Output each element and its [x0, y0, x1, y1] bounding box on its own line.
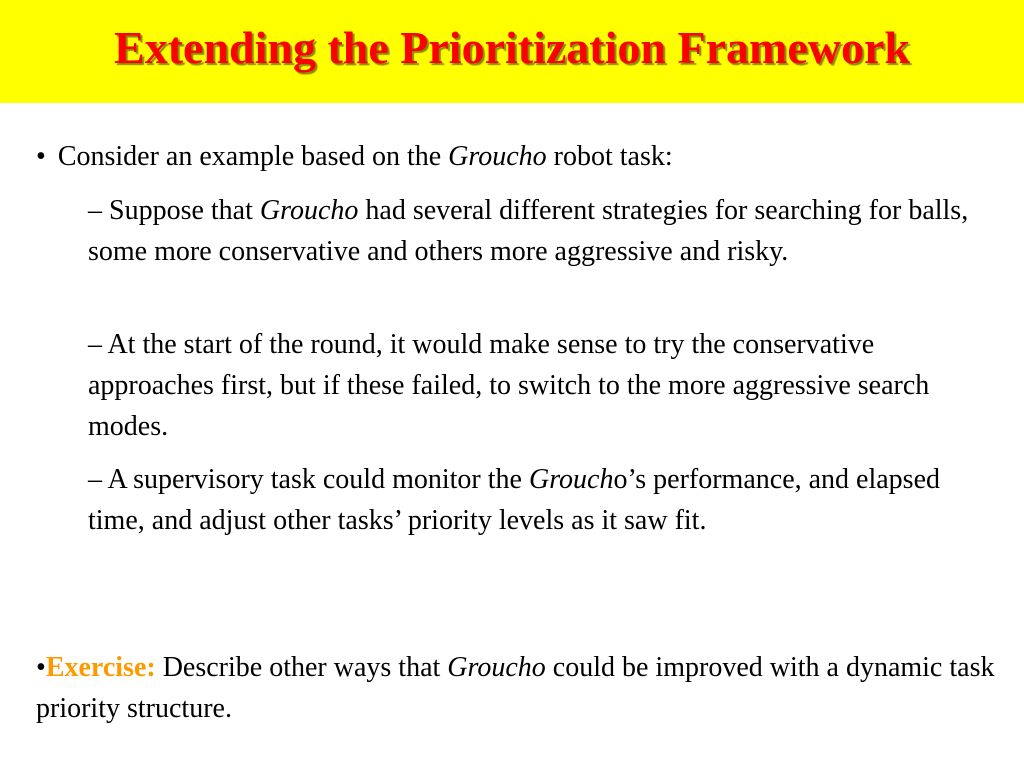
slide-title: Extending the Prioritization Framework [114, 22, 910, 73]
sub-bullet-supervisory-task [88, 459, 988, 541]
exercise-marker: • [36, 652, 46, 683]
sub-bullet-text-post: had several different strategies for searching for balls, some more conservative and others more aggressive and risky. [88, 195, 969, 267]
bullet-groucho-example [36, 136, 996, 177]
exercise-bullet [36, 647, 996, 729]
bullet-text-pre: Consider an example based on the [57, 141, 449, 172]
exercise-text-pre: Describe other ways that [155, 652, 448, 683]
bullet-text-post: robot task: [546, 141, 673, 172]
sub-bullet-text-post: o’s performance, and elapsed time, and adjust other tasks’ priority levels as it saw fit. [88, 464, 941, 536]
sub-bullet-text-pre: – Suppose that [88, 195, 260, 226]
sub-bullet-text-pre: – A supervisory task could monitor the [88, 464, 529, 495]
sub-bullet-round-start: – At the start of the round, it would make sense to try the conservative approaches first, but if these failed, to switch to the more aggressive search modes. [88, 329, 930, 442]
exercise-text-em: Groucho [447, 652, 546, 683]
sub-bullet-text-em: Groucho [259, 195, 359, 226]
bullet-text-em: Groucho [448, 141, 547, 172]
sub-bullet-strategies [88, 190, 988, 272]
exercise-label: Exercise: [45, 652, 156, 683]
exercise-text-post: could be improved with a dynamic task priority structure. [36, 652, 995, 724]
sub-bullet-text-em: Grouch [528, 464, 614, 495]
bullet-marker: • [36, 141, 46, 172]
